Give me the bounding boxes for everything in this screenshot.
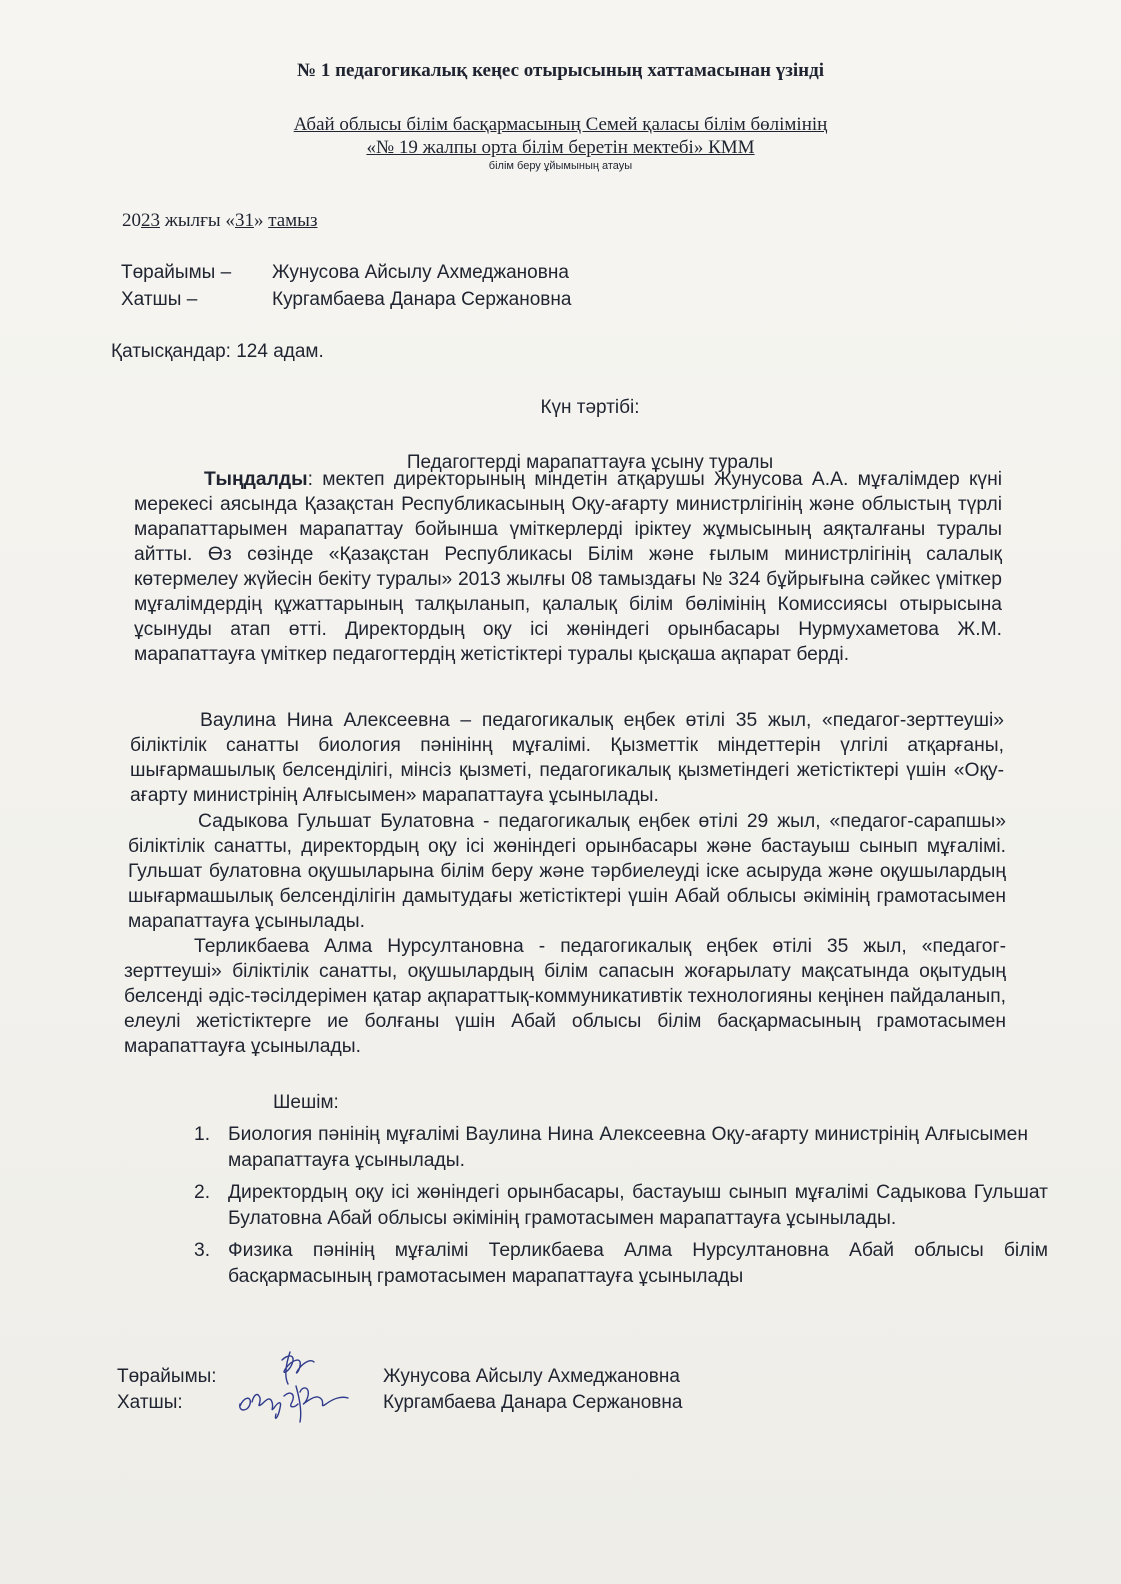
heard-lead: Тыңдалды <box>204 469 308 490</box>
decision-item <box>194 1180 1048 1232</box>
decision-heading: Шешім: <box>273 1092 339 1113</box>
chair-name: Жунусова Айсылу Ахмеджановна <box>272 262 569 283</box>
decision-item-text: Физика пәнінің мұғалімі Терликбаева Алма Нурсултановна Абай облысы білім басқармасының грамотасымен марапаттауға ұсынылады <box>228 1240 1048 1287</box>
secretary-label: Хатшы – <box>121 289 198 310</box>
decision-item-text: Биология пәнінің мұғалімі Ваулина Нина Алексеевна Оқу-ағарту министрінің Алғысымен марапаттауға ұсынылады. <box>228 1124 1028 1171</box>
signature-secretary-name: Кургамбаева Данара Сержановна <box>383 1392 683 1413</box>
document-title: № 1 педагогикалық кеңес отырысының хаттамасынан үзінді <box>297 60 824 81</box>
signature-scribble-icon <box>230 1346 355 1426</box>
decision-item-number: 3. <box>194 1240 211 1261</box>
paragraph-vaulina: Ваулина Нина Алексеевна – педагогикалық еңбек өтілі 35 жыл, «педагог-зерттеуші» біліктілік санатты биология пәнінінң мұғалімі. Қызметтік міндеттерін үлгілі атқарғаны, шығармашылық белсенділігі, мінсіз қызметі, педагогикалық қызметіндегі жетістіктері үшін «Оқу-ағарту министрінің Алғысымен» марапаттауға ұсынылады. <box>130 710 1004 806</box>
organization-caption: білім беру ұйымының атауы <box>488 160 633 172</box>
handwritten-signatures <box>230 1346 355 1426</box>
signature-chair-name: Жунусова Айсылу Ахмеджановна <box>383 1366 680 1387</box>
decision-item-text: Директордың оқу ісі жөніндегі орынбасары, бастауыш сынып мұғалімі Садыкова Гульшат Булатовна Абай облысы әкімінің грамотасымен марапаттауға ұсынылады. <box>228 1182 1048 1229</box>
date-month: тамыз <box>268 210 318 231</box>
paragraph-heard <box>134 467 1002 667</box>
date-day: 31 <box>234 210 254 231</box>
agenda-topic: Педагогтерді марапаттауға ұсыну туралы <box>406 452 774 473</box>
signature-chair-label: Төрайымы: <box>117 1366 217 1387</box>
decision-item <box>194 1122 1028 1174</box>
attendance-count: Қатысқандар: 124 адам. <box>111 341 324 362</box>
date-year-suffix: 23 <box>141 210 160 231</box>
organization-line-1: Абай облысы білім басқармасының Семей қаласы білім бөлімінің <box>293 114 828 135</box>
agenda-heading: Күн тәртібі: <box>540 397 640 418</box>
paragraph-terlikbaeva: Терликбаева Алма Нурсултановна - педагогикалық еңбек өтілі 35 жыл, «педагог-зерттеуші» біліктілік санатты, оқушылардың білім сапасын жоғарылату мақсатында оқытудың белсенді әдіс-тәсілдерімен қатар ақпараттық-коммуникативтік технологияны кеңінен пайдаланып, елеулі жетістіктерге ие болғаны үшін Абай облысы білім басқармасының грамотасымен марапаттауға ұсынылады. <box>124 936 1006 1057</box>
date-prefix: 20 <box>122 210 141 231</box>
date-close: » <box>253 210 269 231</box>
chair-label: Төрайымы – <box>121 262 232 283</box>
date-year-word: жылғы « <box>160 210 235 231</box>
decision-item-number: 2. <box>194 1182 211 1203</box>
meeting-date <box>122 210 317 232</box>
paragraph-sadykova: Садыкова Гульшат Булатовна - педагогикалық еңбек өтілі 29 жыл, «педагог-сарапшы» біліктілік санатты, директордың оқу ісі жөніндегі орынбасары және бастауыш сынып мұғалімі. Гульшат булатовна оқушыларына білім беру және тәрбиелеуді іске асыруда және оқушылардың шығармашылық белсенділігін дамытудағы жетістіктері үшін Абай облысы әкімінің грамотасымен марапаттауға ұсынылады. <box>128 811 1006 932</box>
secretary-name: Кургамбаева Данара Сержановна <box>272 289 572 310</box>
heard-text: : мектеп директорының міндетін атқарушы Жунусова А.А. мұғалімдер күні мерекесі аясында Қазақстан Республикасының Оқу-ағарту министрлігінің және облыстың түрлі марапаттарымен марапаттау бойынша үміткерлерді іріктеу жұмысының аяқталғаны туралы айтты. Өз сөзінде «Қазақстан Республикасы Білім және ғылым министрлігінің салалық көтермелеу жүйесін бекіту туралы» 2013 жылғы 08 тамыздағы № 324 бұйрығына сәйкес үміткер мұғалімдердің құжаттарының талқыланып, қалалық білім бөлімінің Комиссиясы отырысына ұсынуды атап өтті. Директордың оқу ісі жөніндегі орынбасары Нурмухаметова Ж.М. марапаттауға үміткер педагогтердің жетістіктері туралы қысқаша ақпарат берді. <box>134 469 1002 665</box>
decision-item-number: 1. <box>194 1124 211 1145</box>
organization-line-2: «№ 19 жалпы орта білім беретін мектебі» КММ <box>366 137 755 158</box>
signature-secretary-label: Хатшы: <box>117 1392 183 1413</box>
decision-item <box>194 1238 1048 1290</box>
